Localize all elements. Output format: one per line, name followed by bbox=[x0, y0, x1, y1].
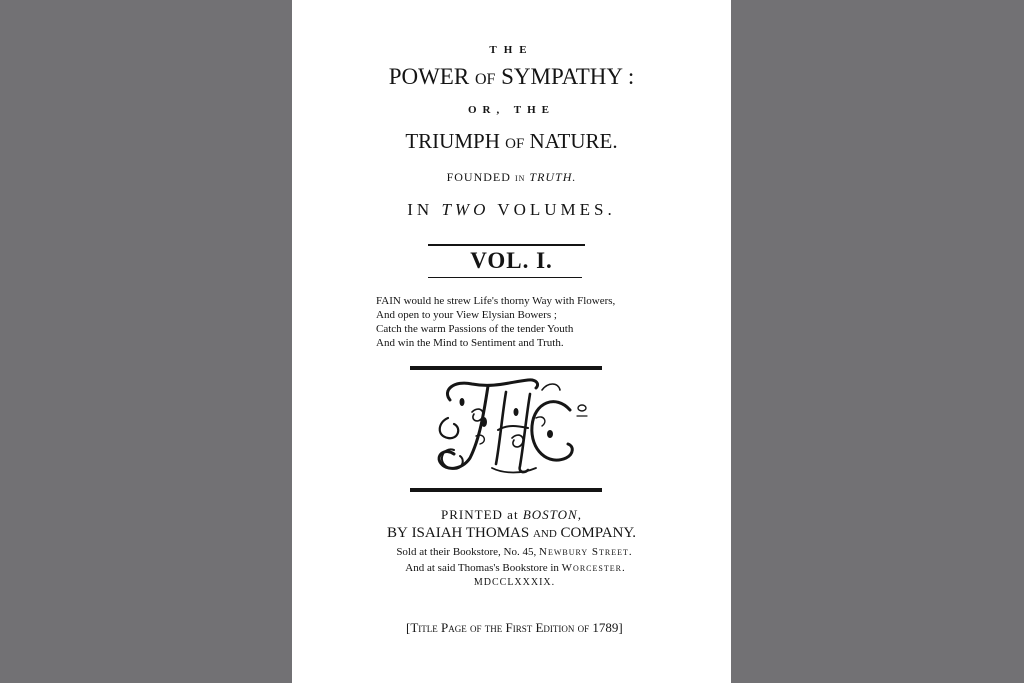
epigraph-verse bbox=[376, 294, 615, 350]
imprint-year: MDCCLXXXIX. bbox=[473, 577, 556, 588]
worcester-bookstore: And at said Thomas's Bookstore in Worcester. bbox=[405, 562, 626, 574]
rule-below-volume bbox=[428, 277, 582, 278]
monogram-ornament bbox=[432, 372, 592, 476]
verse-line: Catch the warm Passions of the tender Youth bbox=[376, 323, 574, 335]
verse-line: FAIN would he strew Life's thorny Way with Flowers, bbox=[376, 295, 616, 307]
publisher-line: BY ISAIAH THOMAS and COMPANY. bbox=[386, 525, 637, 541]
in-two-volumes: IN TWO VOLUMES. bbox=[407, 200, 616, 219]
heading-or-the: OR, THE bbox=[467, 104, 556, 116]
verse-line: And open to your View Elysian Bowers ; bbox=[376, 309, 557, 321]
heading-triumph-of-nature: TRIUMPH of NATURE. bbox=[405, 129, 618, 153]
heading-the: THE bbox=[489, 44, 534, 56]
rule-above-volume bbox=[428, 244, 585, 246]
edition-caption: [Title Page of the First Edition of 1789] bbox=[406, 620, 623, 635]
printed-at-boston: PRINTED at BOSTON, bbox=[441, 507, 582, 522]
sold-at-bookstore: Sold at their Bookstore, No. 45, Newbury Street. bbox=[396, 546, 633, 558]
double-rule-bottom bbox=[410, 488, 602, 492]
founded-in-truth: FOUNDED in TRUTH. bbox=[446, 170, 577, 184]
double-rule-top bbox=[410, 366, 602, 370]
heading-power-of-sympathy: POWER of SYMPATHY : bbox=[388, 64, 635, 89]
title-page bbox=[292, 0, 731, 683]
volume-label: VOL. I. bbox=[470, 248, 553, 273]
verse-line: And win the Mind to Sentiment and Truth. bbox=[376, 337, 564, 349]
